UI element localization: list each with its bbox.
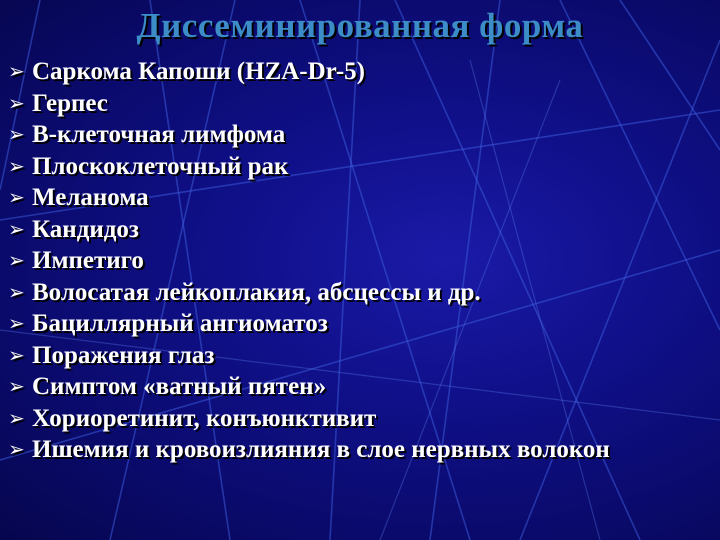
- list-item-text: Импетиго: [32, 247, 144, 274]
- list-item: [8, 119, 708, 151]
- arrowhead-bullet-icon: ➢: [8, 405, 25, 430]
- list-item: [8, 56, 708, 88]
- list-item-text: Кандидоз: [32, 215, 139, 243]
- arrowhead-bullet-icon: ➢: [8, 437, 25, 461]
- list-item: [8, 434, 668, 466]
- arrowhead-bullet-icon: ➢: [8, 342, 25, 367]
- list-item-text: Волосатая лейкоплакия, абсцессы и др.: [32, 278, 481, 306]
- slide-title: Диссеминированная форма: [136, 6, 584, 45]
- bullet-list: [8, 56, 708, 466]
- list-item: [8, 182, 708, 214]
- arrowhead-bullet-icon: ➢: [8, 153, 25, 178]
- list-item-text: Бациллярный ангиоматоз: [32, 310, 328, 337]
- arrowhead-bullet-icon: ➢: [8, 216, 25, 241]
- list-item: [8, 371, 708, 403]
- list-item-text: Меланома: [32, 184, 149, 211]
- list-item-text: Поражения глаз: [32, 341, 215, 369]
- list-item-text: Симптом «ватный пятен»: [32, 373, 327, 400]
- arrowhead-bullet-icon: ➢: [8, 279, 25, 304]
- arrowhead-bullet-icon: ➢: [8, 185, 25, 209]
- arrowhead-bullet-icon: ➢: [8, 311, 25, 335]
- list-item: [8, 151, 708, 183]
- list-item: [8, 340, 708, 372]
- arrowhead-bullet-icon: ➢: [8, 90, 25, 115]
- list-item: [8, 214, 708, 246]
- arrowhead-bullet-icon: ➢: [8, 248, 25, 272]
- list-item: [8, 308, 708, 340]
- list-item-text: Хориоретинит, конъюнктивит: [32, 404, 377, 432]
- list-item: [8, 277, 708, 309]
- list-item-text: Ишемия и кровоизлияния в слое нервных волокон: [32, 436, 610, 463]
- list-item: [8, 403, 708, 435]
- list-item: [8, 88, 708, 120]
- list-item-text: Плоскоклеточный рак: [32, 152, 289, 180]
- arrowhead-bullet-icon: ➢: [8, 59, 25, 83]
- arrowhead-bullet-icon: ➢: [8, 374, 25, 398]
- list-item-text: В-клеточная лимфома: [32, 121, 286, 148]
- list-item-text: Саркома Капоши (HZA-Dr-5): [32, 58, 365, 85]
- list-item-text: Герпес: [32, 89, 108, 117]
- arrowhead-bullet-icon: ➢: [8, 122, 25, 146]
- list-item: [8, 245, 708, 277]
